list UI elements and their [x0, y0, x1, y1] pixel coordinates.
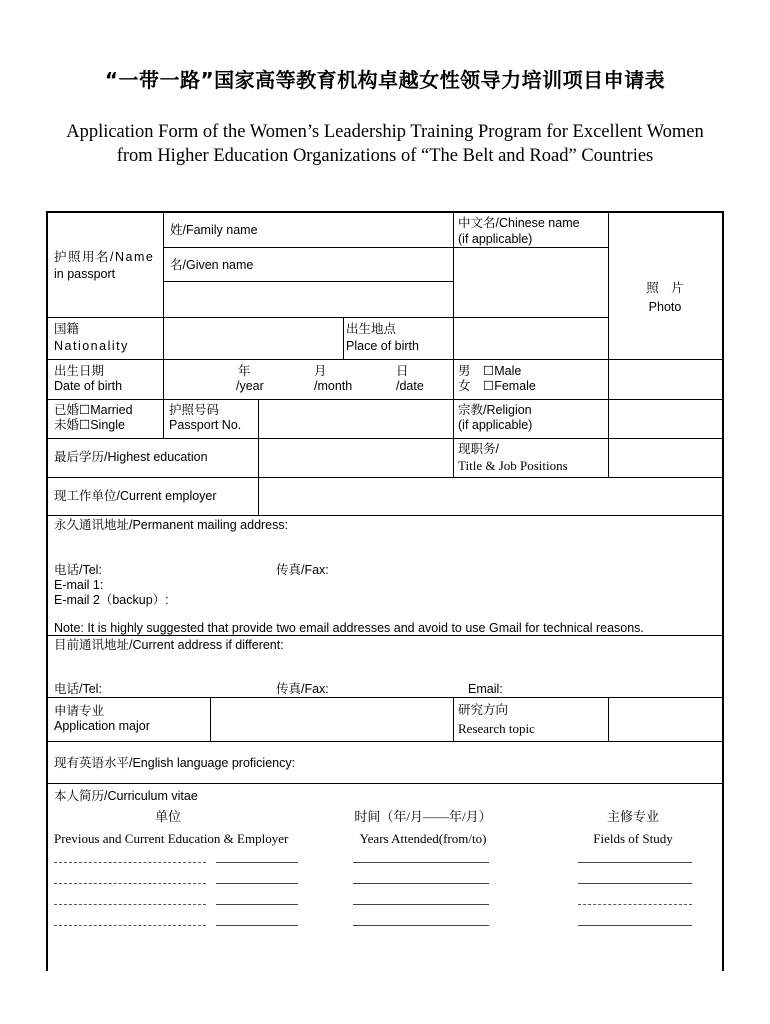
label-english-proficiency: 现有英语水平/English language proficiency:: [54, 756, 296, 770]
label-curriculum-vitae: 本人简历/Curriculum vitae: [54, 789, 198, 803]
divider-marital: [163, 399, 164, 438]
divider-birthplace: [343, 317, 344, 359]
label-fax-current: 传真/Fax:: [276, 682, 329, 696]
divider-birthplace-value: [453, 317, 454, 359]
label-major-en: Application major: [54, 719, 150, 733]
label-position-en: Title & Job Positions: [458, 458, 568, 473]
rule-marital-row: [48, 438, 722, 439]
cv-line-employer-3[interactable]: [54, 904, 206, 905]
cv-line-employer-4[interactable]: [54, 925, 206, 926]
divider-education: [258, 438, 259, 515]
rule-given-name: [163, 281, 453, 282]
label-religion-note: (if applicable): [458, 418, 533, 432]
label-birthplace-en: Place of birth: [346, 339, 419, 353]
cv-line-employer-3b[interactable]: [216, 904, 298, 905]
divider-passport: [258, 399, 259, 438]
divider-religion-end: [608, 399, 609, 438]
rule-name-row: [48, 317, 608, 318]
rule-employer-row: [48, 515, 722, 516]
cv-line-fields-1[interactable]: [578, 862, 692, 863]
label-month-cn: 月: [314, 364, 327, 378]
cv-line-employer-2[interactable]: [54, 883, 206, 884]
label-name-passport-line2: in passport: [54, 267, 116, 281]
label-fax: 传真/Fax:: [276, 563, 329, 577]
cv-col-employer-en: Previous and Current Education & Employer: [54, 831, 289, 846]
label-birthplace-cn: 出生地点: [346, 322, 397, 336]
checkbox-male[interactable]: 男 ☐Male: [458, 364, 522, 378]
label-chinese-name-note: (if applicable): [458, 232, 533, 246]
cv-line-years-1[interactable]: [353, 862, 489, 863]
cv-line-employer-1[interactable]: [54, 862, 206, 863]
rule-nationality-row: [48, 359, 722, 360]
cv-line-employer-2b[interactable]: [216, 883, 298, 884]
label-passport-en: Passport No.: [169, 418, 242, 432]
checkbox-married[interactable]: 已婚☐Married: [54, 403, 133, 417]
label-photo-en: Photo: [648, 300, 682, 314]
cv-line-years-4[interactable]: [353, 925, 489, 926]
email-note: Note: It is highly suggested that provide two email addresses and avoid to use Gmail for technical reasons.: [54, 621, 644, 635]
label-name-passport-line1: 护照用名/Name: [54, 250, 155, 264]
label-tel: 电话/Tel:: [54, 563, 102, 577]
label-nationality-cn: 国籍: [54, 322, 80, 336]
label-day-cn: 日: [396, 364, 409, 378]
divider-major: [210, 697, 211, 741]
divider-gender: [453, 359, 454, 399]
divider-religion: [453, 399, 454, 438]
label-religion: 宗教/Religion: [458, 403, 532, 417]
label-email1: E-mail 1:: [54, 578, 104, 592]
label-research-cn: 研究方向: [458, 703, 509, 717]
divider-research: [453, 697, 454, 741]
label-position-cn: 现职务/: [458, 442, 499, 456]
label-email2: E-mail 2（backup）:: [54, 593, 169, 607]
cv-line-employer-4b[interactable]: [216, 925, 298, 926]
form-title-chinese: “一带一路”国家高等教育机构卓越女性领导力培训项目申请表: [104, 68, 666, 92]
cv-col-fields-cn: 主修专业: [606, 809, 659, 824]
label-current-address: 目前通讯地址/Current address if different:: [54, 638, 284, 652]
label-family-name: 姓/Family name: [170, 223, 258, 237]
cv-col-years-cn: 时间（年/月——年/月）: [354, 809, 492, 824]
label-current-employer: 现工作单位/Current employer: [54, 489, 217, 503]
label-day-en: /date: [396, 379, 424, 393]
application-form-table: [46, 211, 724, 971]
rule-dob-row: [48, 399, 722, 400]
cv-line-fields-4[interactable]: [578, 925, 692, 926]
label-research-en: Research topic: [458, 721, 535, 736]
label-dob-cn: 出生日期: [54, 364, 105, 378]
cv-line-years-3[interactable]: [353, 904, 489, 905]
rule-education-row: [48, 477, 722, 478]
label-dob-en: Date of birth: [54, 379, 123, 393]
label-email-current: Email:: [468, 682, 503, 696]
divider-position: [453, 438, 454, 477]
form-title-english: [30, 120, 740, 168]
rule-chinese-name: [453, 247, 608, 248]
cv-line-fields-3[interactable]: [578, 904, 692, 905]
label-major-cn: 申请专业: [54, 704, 105, 718]
cv-col-years-en: Years Attended(from/to): [359, 831, 487, 846]
checkbox-single[interactable]: 未婚☐Single: [54, 418, 125, 432]
label-passport-cn: 护照号码: [169, 403, 220, 417]
label-photo-cn: 照 片: [646, 281, 684, 295]
divider-research-end: [608, 697, 609, 741]
divider-position-end: [608, 438, 609, 477]
rule-current-address: [48, 697, 722, 698]
checkbox-female[interactable]: 女 ☐Female: [458, 379, 536, 393]
cv-line-employer-1b[interactable]: [216, 862, 298, 863]
rule-english-row: [48, 783, 722, 784]
divider-name-label: [163, 213, 164, 317]
label-year-cn: 年: [238, 364, 251, 378]
form-title-english-line2: from Higher Education Organizations of “The Belt and Road” Countries: [116, 146, 654, 166]
cv-col-fields-en: Fields of Study: [593, 831, 673, 846]
divider-gender-end: [608, 359, 609, 399]
rule-family-name: [163, 247, 453, 248]
label-nationality-en: Nationality: [54, 339, 129, 353]
label-highest-education: 最后学历/Highest education: [54, 450, 208, 464]
form-title-english-line1: Application Form of the Women’s Leadership Training Program for Excellent Women: [66, 122, 704, 142]
label-permanent-address: 永久通讯地址/Permanent mailing address:: [54, 518, 289, 532]
label-tel-current: 电话/Tel:: [54, 682, 102, 696]
cv-line-years-2[interactable]: [353, 883, 489, 884]
rule-major-row: [48, 741, 722, 742]
label-given-name: 名/Given name: [170, 258, 254, 272]
label-year-en: /year: [236, 379, 264, 393]
divider-dob: [163, 359, 164, 399]
divider-chinese-name: [453, 213, 454, 319]
cv-col-employer-cn: 单位: [154, 809, 181, 824]
divider-nationality: [163, 317, 164, 359]
cv-line-fields-2[interactable]: [578, 883, 692, 884]
label-chinese-name: 中文名/Chinese name: [458, 216, 580, 230]
label-month-en: /month: [314, 379, 353, 393]
